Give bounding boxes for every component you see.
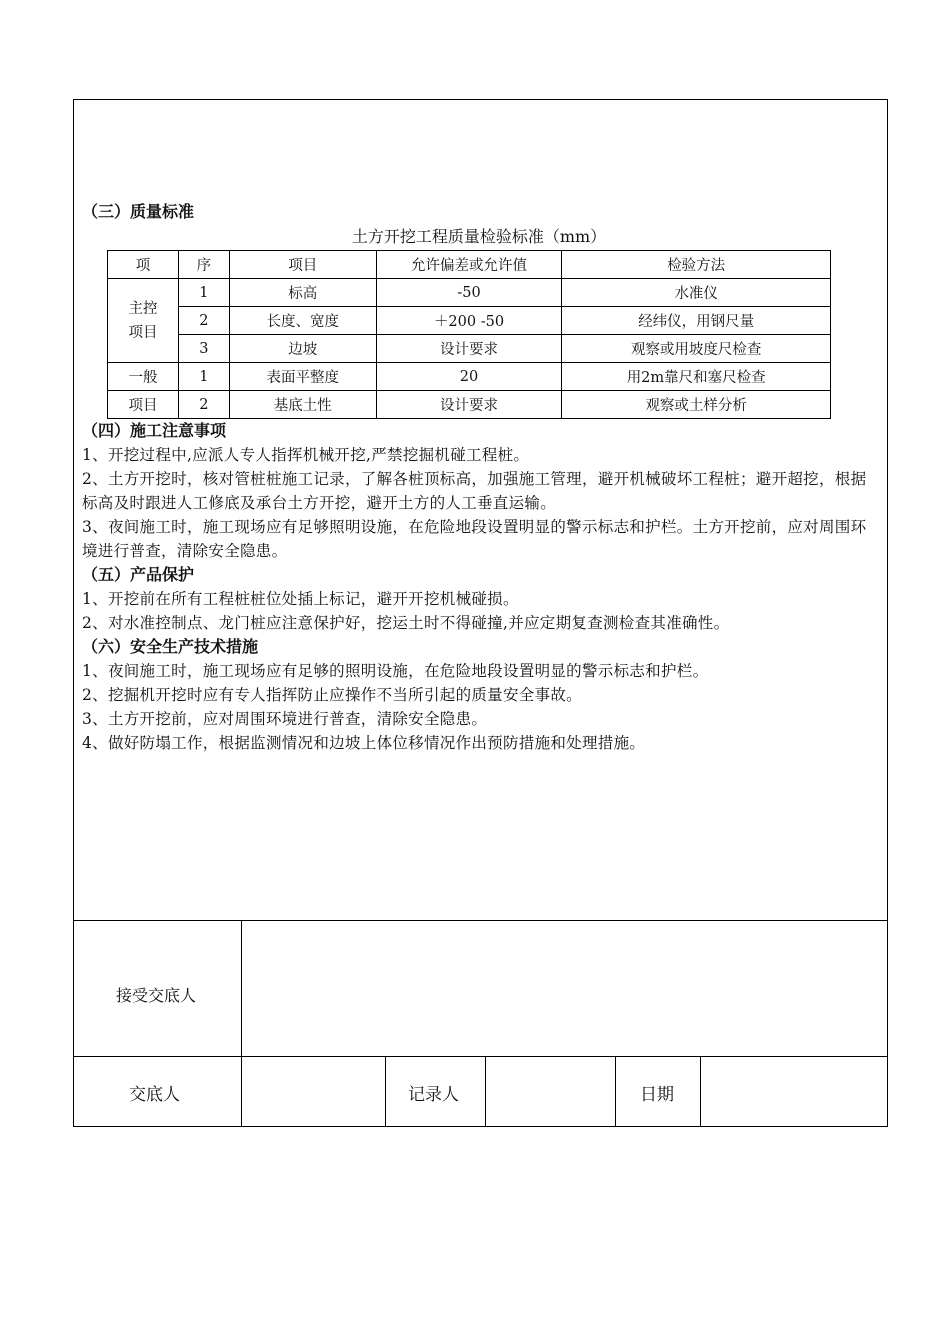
signature-area [74, 920, 887, 1126]
divider [385, 1056, 386, 1126]
section6-heading: （六）安全生产技术措施 [82, 637, 259, 656]
table-row [108, 391, 831, 419]
value-cell: 设计要求 [376, 335, 562, 363]
value-cell: 设计要求 [376, 391, 562, 419]
method-cell: 观察或土样分析 [562, 391, 831, 419]
seq-cell: 1 [178, 279, 229, 307]
table-header-row [108, 251, 831, 279]
item-cell: 基底土性 [229, 391, 376, 419]
section6-item: 3、土方开挖前，应对周围环境进行普查，清除安全隐患。 [82, 710, 488, 728]
section3-heading: （三）质量标准 [82, 202, 195, 221]
value-cell: ＋200 -50 [376, 307, 562, 335]
group-general-cell-2: 项目 [108, 391, 179, 419]
receiver-signature-field[interactable] [242, 920, 887, 1056]
signoff-row [74, 1056, 887, 1126]
header-cell: 项目 [229, 251, 376, 279]
receiver-label: 接受交底人 [116, 986, 197, 1005]
header-cell: 检验方法 [562, 251, 831, 279]
group-main-label: 主控 项目 [128, 300, 158, 341]
value-cell: 20 [376, 363, 562, 391]
divider [615, 1056, 616, 1126]
item-cell: 表面平整度 [229, 363, 376, 391]
header-cell: 允许偏差或允许值 [376, 251, 562, 279]
group-general-cell-1: 一般 [108, 363, 179, 391]
section4-item: 3、夜间施工时，施工现场应有足够照明设施，在危险地段设置明显的警示标志和护栏。土方开挖前，应对周围环境进行普查，清除安全隐患。 [82, 518, 867, 560]
value-cell: -50 [376, 279, 562, 307]
quality-table [107, 250, 831, 419]
method-cell: 用2m靠尺和塞尺检查 [562, 363, 831, 391]
section4-item: 2、土方开挖时，核对管桩桩施工记录，了解各桩顶标高，加强施工管理，避开机械破坏工程桩；避开超挖，根据标高及时跟进人工修底及承台土方开挖，避开土方的人工垂直运输。 [82, 470, 867, 512]
date-label: 日期 [640, 1085, 674, 1105]
discloser-label: 交底人 [129, 1085, 180, 1105]
item-cell: 边坡 [229, 335, 376, 363]
header-cell: 项 [108, 251, 179, 279]
method-cell: 水准仪 [562, 279, 831, 307]
seq-cell: 2 [178, 307, 229, 335]
section6-item: 4、做好防塌工作，根据监测情况和边坡上体位移情况作出预防措施和处理措施。 [82, 734, 646, 752]
group-main-cell [108, 279, 179, 363]
table-row [108, 307, 831, 335]
recorder-field[interactable] [486, 1056, 615, 1126]
method-cell: 经纬仪，用钢尺量 [562, 307, 831, 335]
content-cell [74, 100, 887, 921]
seq-cell: 3 [178, 335, 229, 363]
date-field[interactable] [701, 1056, 887, 1126]
item-cell: 长度、宽度 [229, 307, 376, 335]
disclosure-form [73, 99, 888, 1127]
recorder-label: 记录人 [408, 1085, 459, 1105]
content-area [82, 200, 882, 755]
seq-cell: 1 [178, 363, 229, 391]
table-row [108, 279, 831, 307]
section5-heading: （五）产品保护 [82, 565, 195, 584]
section5-item: 2、对水准控制点、龙门桩应注意保护好，挖运土时不得碰撞,并应定期复查测检查其准确性。 [82, 614, 730, 632]
method-cell: 观察或用坡度尺检查 [562, 335, 831, 363]
table-title: 土方开挖工程质量检验标准（mm） [351, 227, 607, 246]
header-cell: 序 [178, 251, 229, 279]
item-cell: 标高 [229, 279, 376, 307]
discloser-field[interactable] [242, 1056, 385, 1126]
table-row [108, 363, 831, 391]
section6-item: 1、夜间施工时，施工现场应有足够的照明设施，在危险地段设置明显的警示标志和护栏。 [82, 662, 709, 680]
section4-item: 1、开挖过程中,应派人专人指挥机械开挖,严禁挖掘机碰工程桩。 [82, 446, 530, 464]
section5-item: 1、开挖前在所有工程桩桩位处插上标记，避开开挖机械碰损。 [82, 590, 519, 608]
receiver-row [74, 920, 887, 1057]
table-row [108, 335, 831, 363]
seq-cell: 2 [178, 391, 229, 419]
section6-item: 2、挖掘机开挖时应有专人指挥防止应操作不当所引起的质量安全事故。 [82, 686, 582, 704]
section4-heading: （四）施工注意事项 [82, 421, 227, 440]
